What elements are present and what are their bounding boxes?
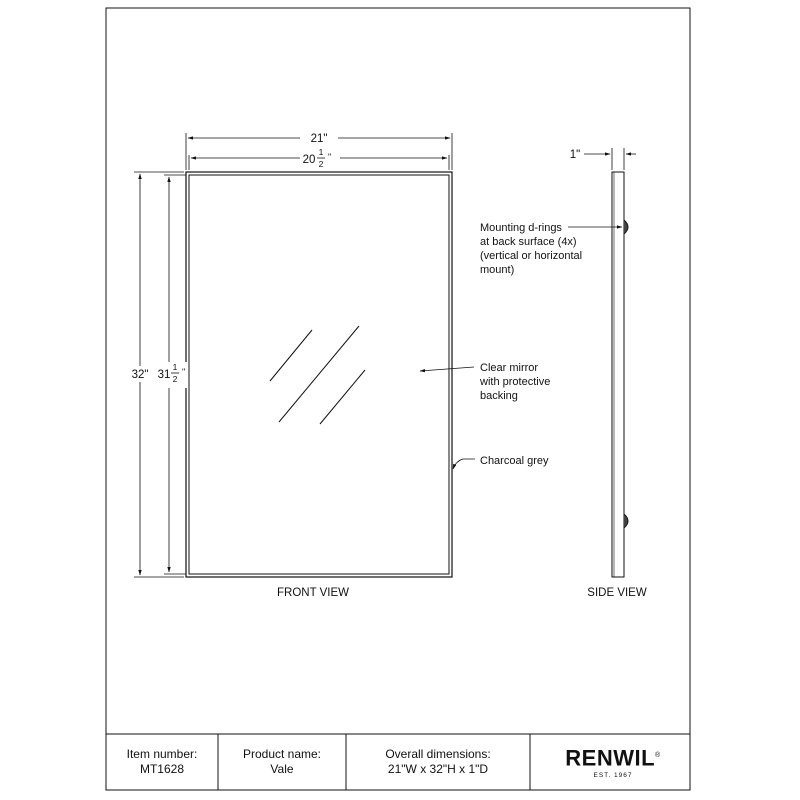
callout-frame xyxy=(453,455,549,469)
svg-text:with protective: with protective xyxy=(480,376,551,388)
d-ring-bottom xyxy=(624,514,628,528)
svg-text:Clear mirror: Clear mirror xyxy=(480,362,539,374)
svg-text:2: 2 xyxy=(172,374,178,384)
svg-text:backing: backing xyxy=(480,390,518,402)
d-ring-top xyxy=(624,220,628,234)
front-view-label: FRONT VIEW xyxy=(277,587,349,599)
item-number-value: MT1628 xyxy=(139,762,185,776)
glass-reflection-lines xyxy=(270,326,365,424)
depth-label: 1" xyxy=(569,149,581,161)
overall-dimensions-value: 21"W x 32"H x 1"D xyxy=(387,762,489,776)
product-name-label: Product name: xyxy=(242,747,322,761)
svg-text:1: 1 xyxy=(318,147,324,157)
svg-text:": " xyxy=(328,152,332,162)
overall-dimensions-label: Overall dimensions: xyxy=(385,747,491,761)
svg-text:2: 2 xyxy=(318,159,324,169)
brand-established: EST. 1967 xyxy=(593,771,633,779)
product-name-cell xyxy=(218,734,346,790)
side-view-label: SIDE VIEW xyxy=(587,587,647,599)
svg-text:Mounting d-rings: Mounting d-rings xyxy=(480,222,562,234)
callout-mirror xyxy=(420,362,550,402)
overall-dimensions-cell xyxy=(346,734,530,790)
svg-text:31: 31 xyxy=(157,369,171,381)
front-view xyxy=(126,131,452,599)
svg-text:at back surface (4x): at back surface (4x) xyxy=(480,236,577,248)
brand-logo xyxy=(530,734,696,790)
svg-text:Charcoal grey: Charcoal grey xyxy=(480,455,549,467)
side-view xyxy=(570,148,647,599)
svg-text:(vertical or horizontal: (vertical or horizontal xyxy=(480,250,583,262)
registered-mark: ® xyxy=(655,752,661,760)
svg-text:": " xyxy=(182,367,186,377)
item-number-cell xyxy=(106,734,218,790)
callout-mounting xyxy=(480,222,622,276)
svg-text:1: 1 xyxy=(172,362,178,372)
svg-text:mount): mount) xyxy=(480,264,515,276)
width-outer-label: 21" xyxy=(310,133,328,145)
svg-text:20: 20 xyxy=(302,154,316,166)
height-outer-label: 32" xyxy=(131,369,149,381)
product-name-value: Vale xyxy=(270,762,294,776)
brand-name: RENWIL xyxy=(565,745,656,771)
depth-dimension xyxy=(584,148,636,170)
sheet-border xyxy=(106,8,690,790)
item-number-label: Item number: xyxy=(126,747,198,761)
